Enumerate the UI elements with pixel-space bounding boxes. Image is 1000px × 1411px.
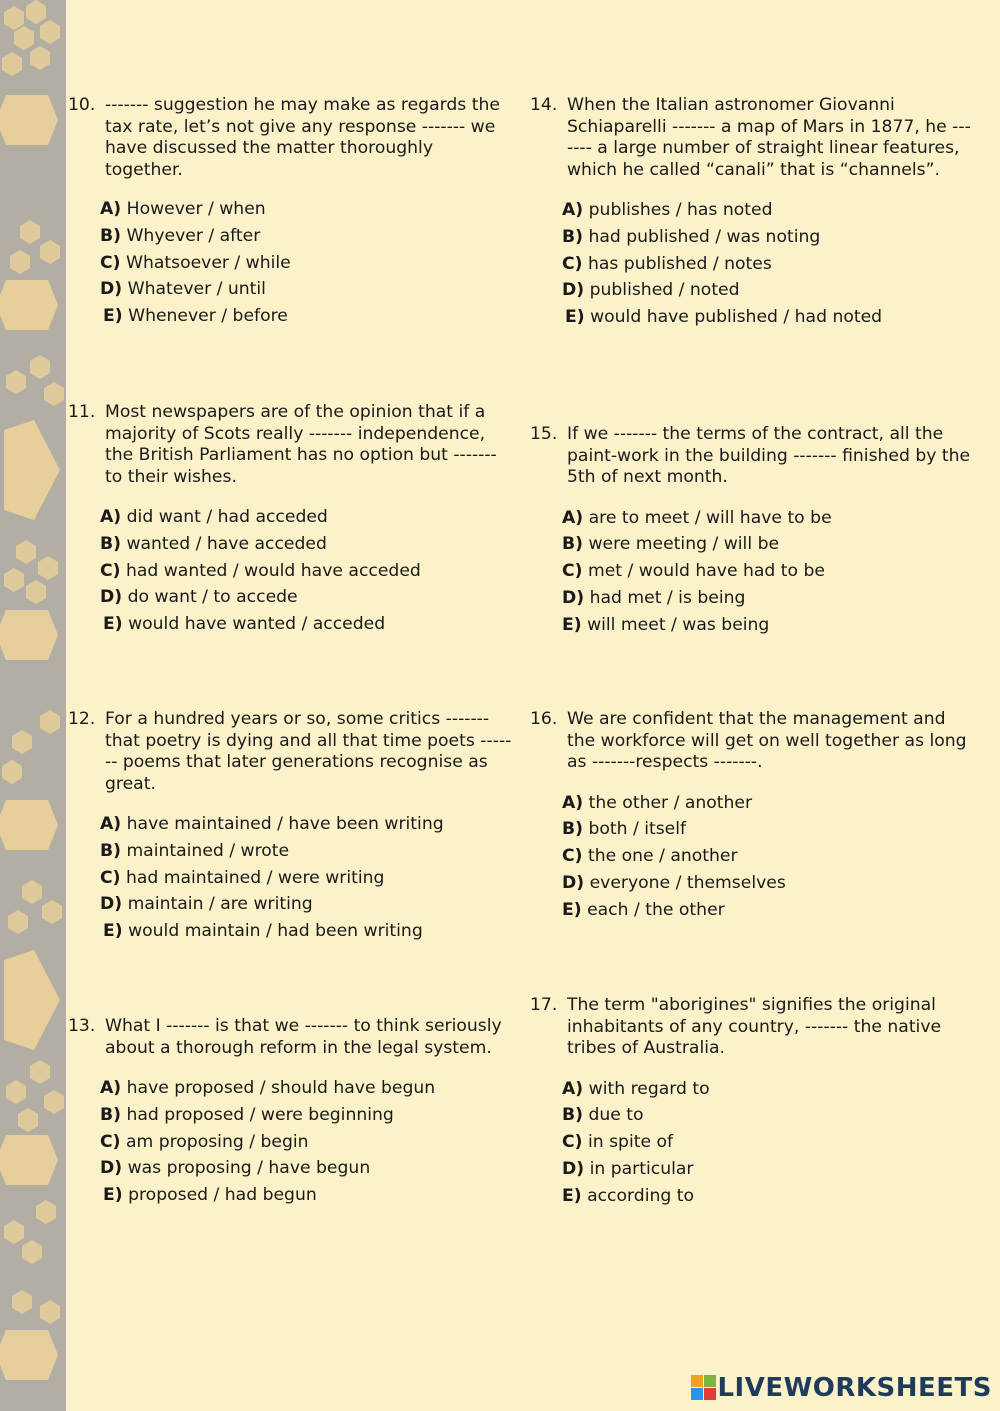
option-text: due to	[588, 1105, 644, 1126]
question-text: What I ------- is that we ------- to think seriously about a thorough reform in the legal system.	[105, 1016, 502, 1058]
option-a[interactable]	[100, 1075, 513, 1102]
option-c[interactable]	[100, 1129, 513, 1156]
question-number: 10.	[68, 95, 96, 115]
option-b[interactable]	[562, 816, 975, 843]
option-a[interactable]	[100, 811, 513, 838]
option-letter: C)	[100, 867, 121, 888]
option-text: was proposing / have begun	[127, 1158, 371, 1179]
option-e[interactable]	[100, 611, 513, 638]
option-text: are to meet / will have to be	[588, 507, 832, 528]
option-letter: B)	[562, 819, 583, 840]
option-text: had proposed / were beginning	[126, 1104, 394, 1125]
option-letter: E)	[103, 306, 123, 327]
option-text: wanted / have acceded	[126, 533, 327, 554]
question-15	[530, 424, 975, 638]
option-letter: E)	[562, 614, 582, 635]
option-text: both / itself	[588, 819, 687, 840]
option-text: Whatever / until	[127, 279, 266, 300]
option-b[interactable]	[100, 531, 513, 558]
question-10	[68, 95, 513, 330]
option-text: Whenever / before	[128, 306, 288, 327]
option-letter: D)	[562, 872, 585, 893]
option-d[interactable]	[100, 276, 513, 303]
option-letter: E)	[562, 1185, 582, 1206]
option-c[interactable]	[100, 250, 513, 277]
option-text: had wanted / would have acceded	[125, 560, 421, 581]
question-text: Most newspapers are of the opinion that if a majority of Scots really ------- independence, the British Parliament has no option but ------- to their wishes.	[105, 402, 497, 487]
option-letter: E)	[562, 899, 582, 920]
option-a[interactable]	[100, 504, 513, 531]
decorative-sidebar	[0, 0, 66, 1411]
option-e[interactable]	[100, 303, 513, 330]
option-c[interactable]	[562, 1129, 975, 1156]
option-b[interactable]	[562, 531, 975, 558]
question-number: 16.	[530, 709, 558, 729]
question-text: When the Italian astronomer Giovanni Schiaparelli ------- a map of Mars in 1877, he ------- a large number of straight linear features, which he called “canali” that is “channels”.	[567, 95, 971, 180]
option-b[interactable]	[562, 1102, 975, 1129]
option-d[interactable]	[562, 1156, 975, 1183]
option-text: met / would have had to be	[587, 561, 825, 582]
question-number: 17.	[530, 995, 558, 1015]
question-number: 14.	[530, 95, 558, 115]
option-c[interactable]	[562, 251, 975, 278]
option-letter: B)	[100, 225, 121, 246]
option-e[interactable]	[562, 304, 975, 331]
option-text: had maintained / were writing	[125, 867, 385, 888]
option-text: proposed / had begun	[128, 1185, 317, 1206]
option-text: would have published / had noted	[590, 307, 883, 328]
option-text: do want / to accede	[127, 587, 298, 608]
option-letter: C)	[100, 252, 121, 273]
logo-text: LIVEWORKSHEETS	[717, 1373, 992, 1403]
option-letter: C)	[100, 1131, 121, 1152]
option-letter: A)	[100, 814, 122, 834]
option-a[interactable]	[562, 790, 975, 817]
option-d[interactable]	[562, 585, 975, 612]
option-letter: A)	[100, 507, 122, 527]
option-letter: B)	[562, 226, 583, 247]
question-text: If we ------- the terms of the contract, all the paint-work in the building ------- finished by the 5th of next month.	[567, 424, 971, 487]
question-14	[530, 95, 975, 331]
question-number: 15.	[530, 424, 558, 444]
option-text: had met / is being	[589, 587, 746, 608]
option-c[interactable]	[562, 558, 975, 585]
option-letter: B)	[100, 1104, 121, 1125]
option-letter: D)	[100, 587, 123, 608]
option-b[interactable]	[562, 224, 975, 251]
question-text: The term "aborigines" signifies the original inhabitants of any country, ------- the native tribes of Australia.	[567, 995, 942, 1058]
question-number: 13.	[68, 1016, 96, 1036]
question-text: ------- suggestion he may make as regards the tax rate, let’s not give any response ------- we have discussed the matter thoroughly together.	[105, 95, 500, 180]
option-letter: B)	[562, 534, 583, 555]
option-letter: C)	[562, 253, 583, 274]
option-e[interactable]	[562, 897, 975, 924]
option-letter: A)	[100, 199, 122, 219]
option-letter: B)	[100, 840, 121, 861]
option-letter: B)	[562, 1105, 583, 1126]
option-e[interactable]	[562, 612, 975, 639]
option-b[interactable]	[100, 1102, 513, 1129]
option-text: am proposing / begin	[125, 1131, 309, 1152]
option-text: would have wanted / acceded	[128, 614, 386, 635]
liveworksheets-logo[interactable]	[691, 1371, 992, 1405]
hexagon-pattern-icon	[0, 0, 66, 1411]
option-text: in particular	[589, 1158, 694, 1179]
option-text: with regard to	[588, 1078, 710, 1099]
option-letter: A)	[100, 1078, 122, 1098]
option-a[interactable]	[100, 196, 513, 223]
option-d[interactable]	[562, 277, 975, 304]
option-text: publishes / has noted	[588, 200, 773, 220]
question-number: 12.	[68, 709, 96, 729]
option-text: the one / another	[587, 846, 738, 867]
option-letter: A)	[562, 200, 584, 220]
question-number: 11.	[68, 402, 96, 422]
option-d[interactable]	[100, 584, 513, 611]
option-letter: C)	[562, 846, 583, 867]
option-letter: D)	[100, 1158, 123, 1179]
option-text: in spite of	[587, 1132, 674, 1153]
option-letter: C)	[562, 561, 583, 582]
option-a[interactable]	[562, 505, 975, 532]
question-text: For a hundred years or so, some critics ------- that poetry is dying and all that time poets ------- poems that later generations recognise as great.	[105, 709, 512, 794]
option-b[interactable]	[100, 223, 513, 250]
option-text: will meet / was being	[587, 614, 770, 635]
option-text: maintained / wrote	[126, 840, 290, 861]
option-letter: E)	[565, 307, 585, 328]
option-letter: C)	[562, 1132, 583, 1153]
option-text: each / the other	[587, 899, 725, 920]
option-text: published / noted	[589, 280, 740, 301]
option-e[interactable]	[100, 918, 513, 945]
option-letter: A)	[562, 1078, 584, 1099]
option-a[interactable]	[562, 197, 975, 224]
option-text: had published / was noting	[588, 226, 821, 247]
option-text: Whyever / after	[126, 225, 261, 246]
option-text: would maintain / had been writing	[128, 921, 423, 942]
option-text: did want / had acceded	[126, 507, 328, 527]
question-12	[68, 709, 513, 945]
question-11	[68, 402, 513, 638]
option-letter: C)	[100, 560, 121, 581]
option-letter: E)	[103, 921, 123, 942]
option-e[interactable]	[100, 1182, 513, 1209]
option-b[interactable]	[100, 838, 513, 865]
option-c[interactable]	[562, 843, 975, 870]
option-text: the other / another	[588, 792, 753, 813]
option-letter: B)	[100, 533, 121, 554]
option-letter: E)	[103, 1185, 123, 1206]
option-text: has published / notes	[587, 253, 772, 274]
option-letter: E)	[103, 614, 123, 635]
option-text: everyone / themselves	[589, 872, 786, 893]
option-d[interactable]	[100, 891, 513, 918]
option-text: have proposed / should have begun	[126, 1078, 436, 1098]
option-d[interactable]	[562, 870, 975, 897]
question-text: We are confident that the management and the workforce will get on well together as long as -------respects -------.	[567, 709, 967, 772]
liveworksheets-logo-icon	[691, 1375, 717, 1401]
option-text: were meeting / will be	[588, 534, 780, 555]
question-17	[530, 995, 975, 1209]
option-a[interactable]	[562, 1076, 975, 1103]
option-letter: A)	[562, 507, 584, 528]
option-text: have maintained / have been writing	[126, 814, 444, 834]
option-d[interactable]	[100, 1155, 513, 1182]
option-letter: D)	[100, 894, 123, 915]
option-text: Whatsoever / while	[125, 252, 291, 273]
question-13	[68, 1016, 513, 1209]
option-c[interactable]	[100, 865, 513, 892]
option-text: However / when	[126, 199, 266, 219]
option-letter: D)	[562, 280, 585, 301]
option-letter: D)	[100, 279, 123, 300]
question-16	[530, 709, 975, 923]
option-letter: A)	[562, 792, 584, 813]
option-letter: D)	[562, 1158, 585, 1179]
option-text: according to	[587, 1185, 694, 1206]
option-c[interactable]	[100, 558, 513, 585]
option-text: maintain / are writing	[127, 894, 313, 915]
option-e[interactable]	[562, 1183, 975, 1210]
option-letter: D)	[562, 587, 585, 608]
